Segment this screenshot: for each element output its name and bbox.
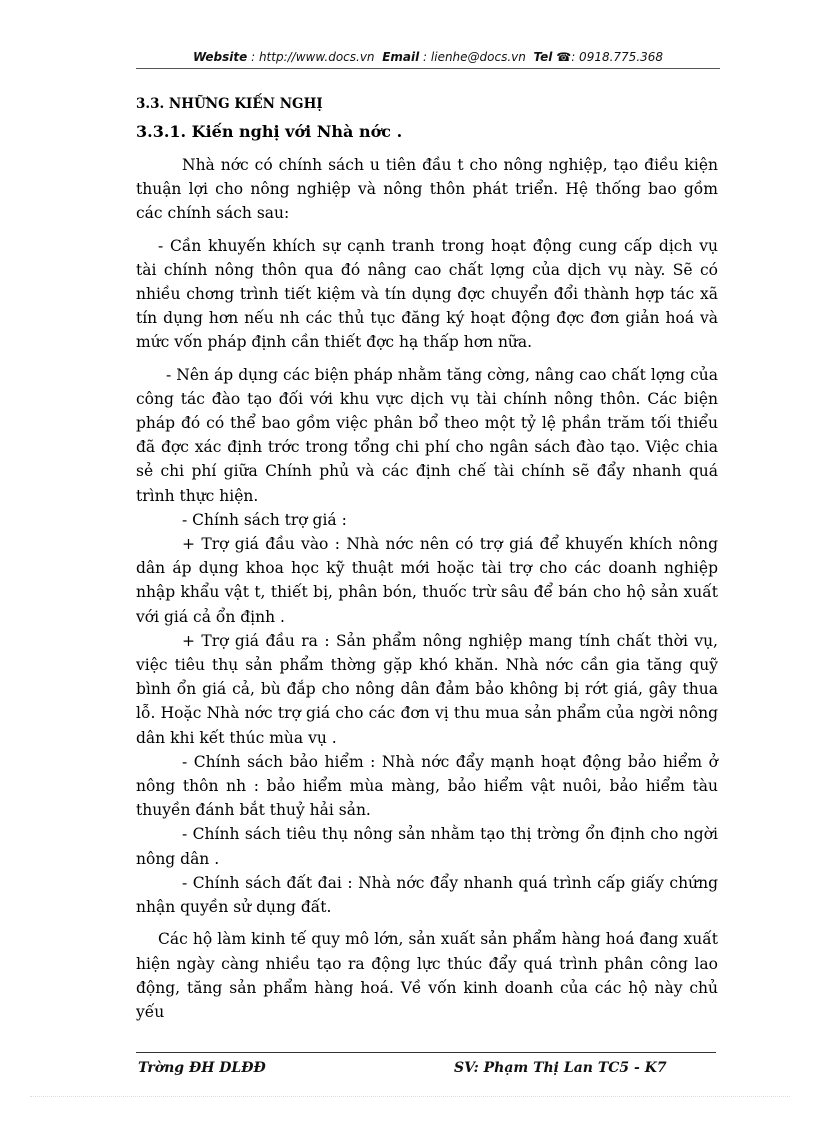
section-heading: 3.3. NHỮNG KIẾN NGHỊ xyxy=(136,96,323,112)
website-value: : http://www.docs.vn xyxy=(251,50,375,64)
subsection-heading: 3.3.1. Kiến nghị với Nhà nớc . xyxy=(136,122,403,141)
header-divider xyxy=(136,68,720,69)
email-value: : lienhe@docs.vn xyxy=(423,50,526,64)
tel-label: Tel xyxy=(533,50,553,64)
paragraph: Các hộ làm kinh tế quy mô lớn, sản xuất sản phẩm hàng hoá đang xuất hiện ngày càng nhiều tạo ra động lực thúc đẩy quá trình phân công lao động, tăng sản phẩm hàng hoá. Về vốn kinh doanh của các hộ này chủ yếu xyxy=(136,930,718,1021)
page-header xyxy=(136,50,720,64)
website-label: Website xyxy=(192,50,248,64)
paragraph: - Cần khuyến khích sự cạnh tranh trong hoạt động cung cấp dịch vụ tài chính nông thôn qua đó nâng cao chất lợng của dịch vụ này. Sẽ có nhiều chơng trình tiết kiệm và tín dụng đợc chuyển đổi thành hợp tác xã tín dụng hơn nếu nh các thủ tục đăng ký hoạt động đợc đơn giản hoá và mức vốn pháp định cần thiết đợc hạ thấp hơn nữa. xyxy=(136,236,718,352)
email-label: Email xyxy=(382,50,420,64)
paragraph: Nhà nớc có chính sách u tiên đầu t cho nông nghiệp, tạo điều kiện thuận lợi cho nông nghiệp và nông thôn phát triển. Hệ thống bao gồm các chính sách sau: xyxy=(136,156,718,223)
paragraph: + Trợ giá đầu ra : Sản phẩm nông nghiệp mang tính chất thời vụ, việc tiêu thụ sản phẩm thờng gặp khó khăn. Nhà nớc cần gia tăng quỹ bình ổn giá cả, bù đắp cho nông dân đảm bảo không bị rớt giá, gây thua lỗ. Hoặc Nhà nớc trợ giá cho các đơn vị thu mua sản phẩm của ngời nông dân khi kết thúc mùa vụ . xyxy=(136,631,718,747)
paragraph: - Chính sách tiêu thụ nông sản nhằm tạo thị trờng ổn định cho ngời nông dân . xyxy=(136,825,718,868)
paragraph: - Chính sách bảo hiểm : Nhà nớc đẩy mạnh hoạt động bảo hiểm ở nông thôn nh : bảo hiểm mùa màng, bảo hiểm vật nuôi, bảo hiểm tàu thuyền đánh bắt thuỷ hải sản. xyxy=(136,752,718,820)
footer-divider xyxy=(136,1052,716,1053)
tel-value: : 0918.775.368 xyxy=(571,50,664,64)
bottom-dotted-line xyxy=(30,1096,790,1097)
document-body xyxy=(136,96,718,1024)
footer-student: SV: Phạm Thị Lan TC5 - K7 xyxy=(454,1060,667,1076)
paragraph: - Chính sách đất đai : Nhà nớc đẩy nhanh quá trình cấp giấy chứng nhận quyền sử dụng đất. xyxy=(136,873,718,917)
footer-school: Trờng ĐH DLĐĐ xyxy=(138,1060,266,1076)
paragraph: - Nên áp dụng các biện pháp nhằm tăng cờng, nâng cao chất lợng của công tác đào tạo đối với khu vực dịch vụ tài chính nông thôn. Các biện pháp đó có thể bao gồm việc phân bổ theo một tỷ lệ phần trăm tối thiểu đã đợc xác định trớc trong tổng chi phí cho ngân sách đào tạo. Việc chia sẻ chi phí giữa Chính phủ và các định chế tài chính sẽ đẩy nhanh quá trình thực hiện. xyxy=(136,365,718,505)
paragraph: + Trợ giá đầu vào : Nhà nớc nên có trợ giá để khuyến khích nông dân áp dụng khoa học kỹ thuật mới hoặc tài trợ cho các doanh nghiệp nhập khẩu vật t, thiết bị, phân bón, thuốc trừ sâu để bán cho hộ sản xuất với giá cả ổn định . xyxy=(136,535,718,626)
paragraph: - Chính sách trợ giá : xyxy=(182,510,347,529)
phone-icon: ☎ xyxy=(556,50,572,64)
